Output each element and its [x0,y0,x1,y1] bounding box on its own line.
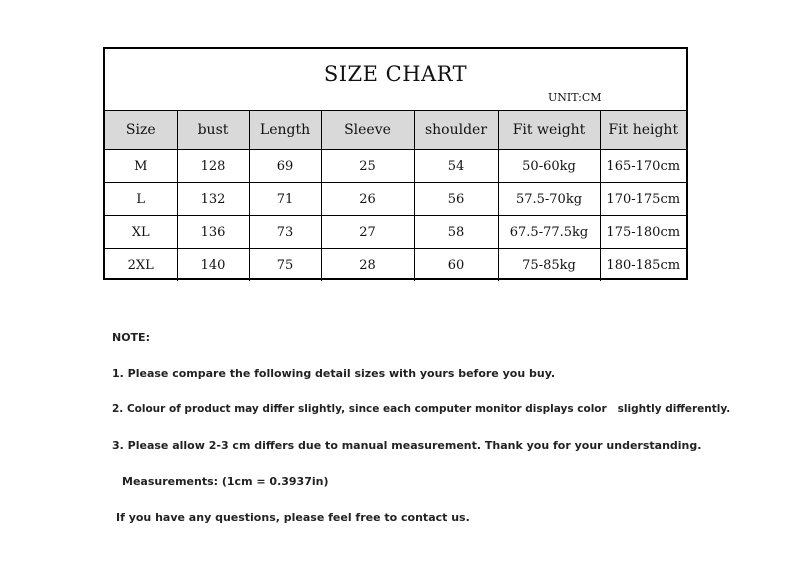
column-header-fit-height: Fit height [600,111,686,150]
note-line-1: 1. Please compare the following detail sizes with yours before you buy. [112,367,556,380]
table-cell: 25 [321,150,414,183]
table-row [105,249,686,282]
table-cell: 73 [249,216,321,249]
table-cell: 58 [414,216,498,249]
table-cell: 26 [321,183,414,216]
size-table [105,111,686,281]
table-cell: 50-60kg [498,150,600,183]
table-cell: 132 [177,183,249,216]
table-cell: M [105,150,177,183]
table-row [105,183,686,216]
table-cell: 170-175cm [600,183,686,216]
table-cell: 2XL [105,249,177,282]
table-cell: 75 [249,249,321,282]
size-chart-unit: UNIT:CM [548,91,602,104]
note-measurements: Measurements: (1cm = 0.3937in) [122,475,329,488]
table-cell: 136 [177,216,249,249]
note-contact: If you have any questions, please feel free to contact us. [116,511,470,524]
table-cell: 140 [177,249,249,282]
table-cell: 28 [321,249,414,282]
note-line-2: 2. Colour of product may differ slightly, since each computer monitor displays color slightly differently. [112,403,731,415]
table-cell: 75-85kg [498,249,600,282]
table-cell: 180-185cm [606,257,681,273]
table-cell: XL [105,216,177,249]
table-cell: L [105,183,177,216]
column-header-shoulder: shoulder [414,111,498,150]
table-cell: 165-170cm [600,150,686,183]
table-cell: 57.5-70kg [498,183,600,216]
column-header-sleeve: Sleeve [321,111,414,150]
table-cell: 27 [321,216,414,249]
table-cell: 56 [414,183,498,216]
table-header-row [105,111,686,150]
table-cell: 54 [414,150,498,183]
table-cell: 69 [249,150,321,183]
column-header-size: Size [105,111,177,150]
table-row [105,216,686,249]
table-cell: 71 [249,183,321,216]
table-row [105,150,686,183]
note-heading: NOTE: [112,331,150,344]
table-cell: 175-180cm [600,216,686,249]
size-chart [103,47,688,280]
size-chart-header [105,49,686,111]
table-cell: 60 [414,249,498,282]
column-header-bust: bust [177,111,249,150]
size-chart-title: SIZE CHART [323,62,468,86]
table-cell: 67.5-77.5kg [498,216,600,249]
note-line-3: 3. Please allow 2-3 cm differs due to manual measurement. Thank you for your understanding. [112,439,702,452]
column-header-fit-weight: Fit weight [498,111,600,150]
column-header-length: Length [249,111,321,150]
table-cell: 128 [177,150,249,183]
